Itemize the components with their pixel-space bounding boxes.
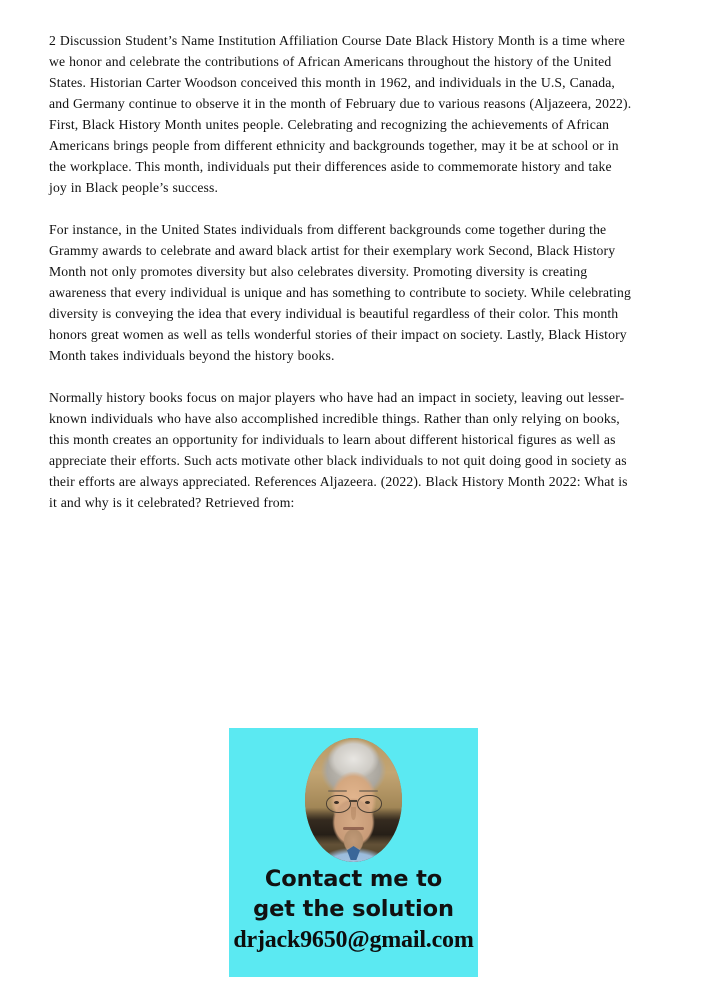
- contact-card-email: drjack9650@gmail.com: [233, 927, 474, 953]
- portrait-mouth: [343, 827, 364, 830]
- document-paragraph-1: 2 Discussion Student’s Name Institution Affiliation Course Date Black History Month is a time where we honor and celebrate the contributions of African Americans throughout the history of the United States. Historian Carter Woodson conceived this month in 1962, and individuals in the U.S, Canada, and Germany continue to observe it in the month of February due to various reasons (Aljazeera, 2022). First, Black History Month unites people. Celebrating and recognizing the achievements of African Americans brings people from different ethnicity and backgrounds together, may it be at school or in the workplace. This month, individuals put their differences aside to commemorate history and take joy in Black people’s success.: [49, 33, 632, 195]
- contact-promo-card: [229, 728, 478, 977]
- contact-card-headline-line-1: Contact me to: [264, 866, 443, 892]
- document-text-body: [49, 30, 633, 513]
- contact-card-headline-line-2: get the solution: [253, 896, 454, 922]
- eyeglasses-lens-right-icon: [357, 795, 382, 813]
- contact-card-headline: [229, 864, 478, 924]
- eyeglasses-bridge-icon: [349, 800, 357, 802]
- document-paragraph-3: Normally history books focus on major players who have had an impact in society, leaving out lesser-known individuals who have also accomplished incredible things. Rather than only relying on books, this month creates an opportunity for individuals to learn about different historical figures as well as appreciate their efforts. Such acts motivate other black individuals to not quit doing good in society as their efforts are always appreciated. References Aljazeera. (2022). Black History Month 2022: What is it and why is it celebrated? Retrieved from:: [49, 390, 628, 510]
- portrait-photo: [305, 738, 402, 862]
- eyeglasses-lens-left-icon: [326, 795, 351, 813]
- document-paragraph-2: For instance, in the United States individuals from different backgrounds come together during the Grammy awards to celebrate and award black artist for their exemplary work Second, Black History Month not only promotes diversity but also celebrates diversity. Promoting diversity is creating awareness that every individual is unique and has something to contribute to society. While celebrating diversity is conveying the idea that every individual is beautiful regardless of their color. This month honors great women as well as tells wonderful stories of their impact on society. Lastly, Black History Month takes individuals beyond the history books.: [49, 222, 632, 363]
